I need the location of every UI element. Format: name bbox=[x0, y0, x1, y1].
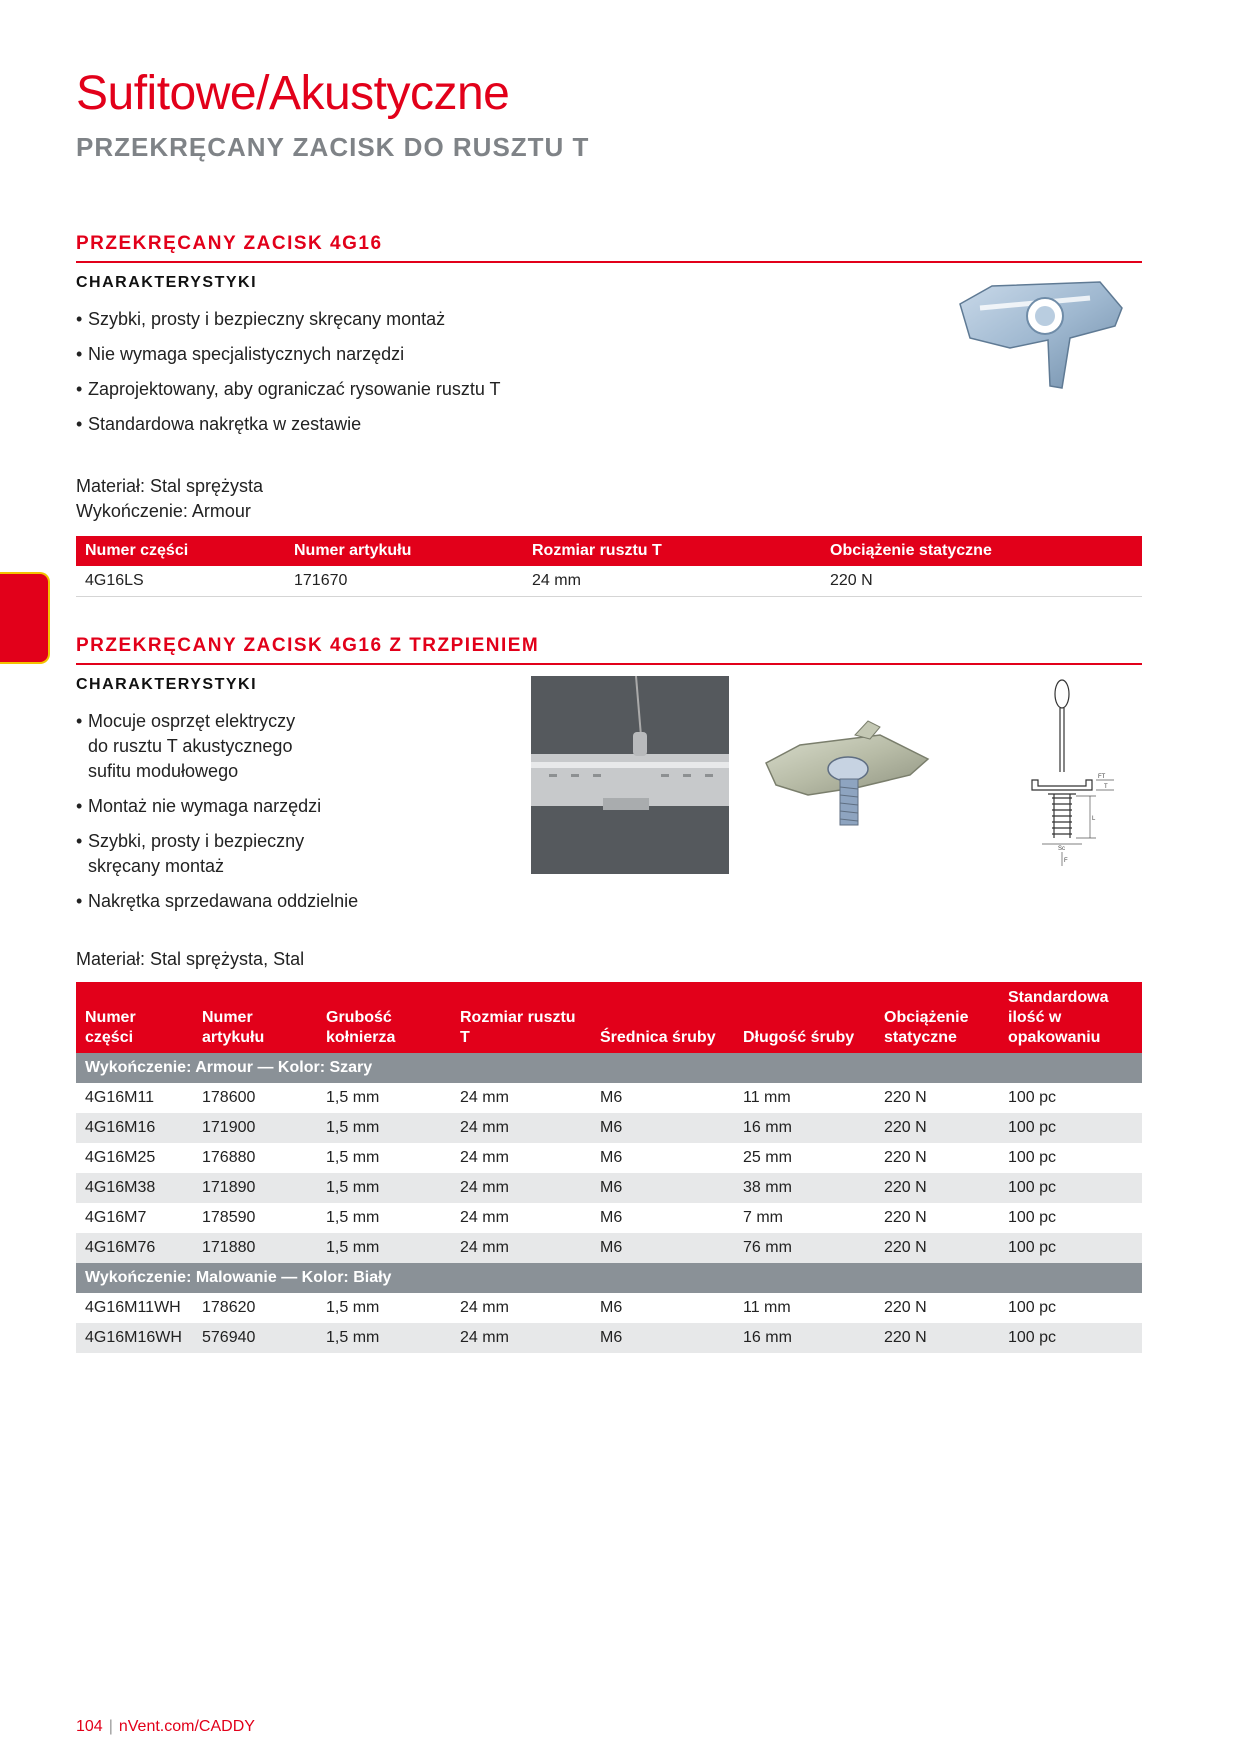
section1-finish: Wykończenie: Armour bbox=[76, 501, 251, 521]
group-label: Wykończenie: Malowanie — Kolor: Biały bbox=[76, 1263, 1142, 1293]
section1-char-heading: CHARAKTERYSTYKI bbox=[76, 274, 258, 291]
table-cell: 1,5 mm bbox=[317, 1113, 451, 1143]
table-cell: 171670 bbox=[285, 566, 523, 596]
table-cell: 7 mm bbox=[743, 1209, 783, 1226]
section2-bullet-2: • Montaż nie wymaga narzędzi bbox=[76, 794, 358, 819]
table-cell: 100 pc bbox=[1008, 1299, 1057, 1316]
table-cell: 11 mm bbox=[743, 1089, 791, 1106]
table-cell: 25 mm bbox=[743, 1149, 792, 1166]
section2-bullet-list bbox=[76, 709, 358, 924]
table-cell: 4G16M11WH bbox=[85, 1299, 181, 1316]
table-cell: 178620 bbox=[202, 1299, 256, 1316]
section2-char-heading: CHARAKTERYSTYKI bbox=[76, 676, 258, 693]
technical-drawing bbox=[1020, 676, 1120, 876]
table-cell: 176880 bbox=[202, 1149, 256, 1166]
table-cell: 178600 bbox=[202, 1089, 256, 1106]
table-cell: 24 mm bbox=[460, 1089, 509, 1106]
table1-header-cell: Numer artykułu bbox=[285, 536, 523, 566]
table-cell: 1,5 mm bbox=[317, 1173, 451, 1203]
table2-header-cell: Standardowa ilość w opakowaniu bbox=[999, 982, 1142, 1053]
table-cell: 220 N bbox=[821, 566, 1142, 596]
table-cell: 24 mm bbox=[451, 1233, 591, 1263]
table-cell: 100 pc bbox=[1008, 1149, 1057, 1166]
table-cell: 576940 bbox=[193, 1323, 317, 1353]
table-cell: M6 bbox=[600, 1149, 623, 1166]
table-cell: 24 mm bbox=[451, 1173, 591, 1203]
table2-header-cell: Średnica śruby bbox=[591, 982, 734, 1053]
table-cell: 1,5 mm bbox=[317, 1233, 451, 1263]
clip-product-image bbox=[950, 278, 1130, 393]
table-cell: 220 N bbox=[875, 1323, 999, 1353]
table-cell: 4G16M16 bbox=[76, 1113, 193, 1143]
diagram-label-l: L bbox=[1092, 816, 1096, 822]
table1-header-cell: Numer części bbox=[76, 536, 285, 566]
table-row bbox=[76, 1113, 1142, 1143]
table-cell: 4G16M38 bbox=[76, 1173, 193, 1203]
diagram-label-t: T bbox=[1104, 784, 1108, 790]
diagram-label-f: F bbox=[1064, 858, 1068, 864]
table-cell: M6 bbox=[600, 1089, 623, 1106]
page-title: Sufitowe/Akustyczne bbox=[76, 67, 510, 120]
section1-bullet-3: • Zaprojektowany, aby ograniczać rysowanie rusztu T bbox=[76, 377, 501, 402]
table-group-row bbox=[76, 1263, 1142, 1293]
table-cell: 24 mm bbox=[460, 1299, 509, 1316]
table2-header-cell: Numer części bbox=[76, 982, 193, 1053]
table2-header-cell: Grubość kołnierza bbox=[317, 982, 451, 1053]
section2-bullet-1: • Mocuje osprzęt elektryczy do rusztu T akustycznego sufitu modułowego bbox=[76, 709, 358, 784]
table-cell: 4G16M76 bbox=[76, 1233, 193, 1263]
section1-bullet-list bbox=[76, 307, 501, 447]
footer bbox=[76, 1718, 255, 1736]
table-cell: 100 pc bbox=[1008, 1089, 1057, 1106]
diagram-label-ft: FT bbox=[1098, 774, 1106, 780]
table-cell: 1,5 mm bbox=[326, 1209, 380, 1226]
table-cell: M6 bbox=[600, 1299, 623, 1316]
table2-header-cell: Długość śruby bbox=[734, 982, 875, 1053]
table-cell: 16 mm bbox=[734, 1323, 875, 1353]
table-cell: 11 mm bbox=[743, 1299, 791, 1316]
table-cell: 220 N bbox=[884, 1149, 927, 1166]
table-row bbox=[76, 1293, 1142, 1323]
group-label: Wykończenie: Armour — Kolor: Szary bbox=[76, 1053, 1142, 1083]
table2-header-cell: Numer artykułu bbox=[193, 982, 317, 1053]
table-cell: 24 mm bbox=[460, 1209, 509, 1226]
section1-title: PRZEKRĘCANY ZACISK 4G16 bbox=[76, 233, 1142, 263]
table-row bbox=[76, 1203, 1142, 1233]
table-cell: M6 bbox=[591, 1323, 734, 1353]
table-cell: M6 bbox=[591, 1233, 734, 1263]
section2-spec-table bbox=[76, 982, 1142, 1353]
table2-header-cell: Obciążenie statyczne bbox=[875, 982, 999, 1053]
section1-material: Materiał: Stal sprężysta bbox=[76, 476, 264, 496]
table-cell: 171900 bbox=[193, 1113, 317, 1143]
table-row bbox=[76, 1083, 1142, 1113]
diagram-label-sc: Sc bbox=[1058, 846, 1066, 852]
footer-site-link[interactable]: nVent.com/CADDY bbox=[118, 1718, 255, 1735]
table-cell: 220 N bbox=[884, 1089, 927, 1106]
table-row bbox=[76, 1323, 1142, 1353]
table-cell: 171890 bbox=[193, 1173, 317, 1203]
table-cell: M6 bbox=[591, 1173, 734, 1203]
table-cell: 4G16M25 bbox=[85, 1149, 156, 1166]
section2-material: Materiał: Stal sprężysta, Stal bbox=[76, 949, 305, 969]
footer-separator: | bbox=[108, 1718, 113, 1735]
installation-photo bbox=[531, 676, 729, 874]
table-cell: 16 mm bbox=[734, 1113, 875, 1143]
clip-with-stud-image bbox=[760, 715, 935, 835]
table-cell: M6 bbox=[591, 1113, 734, 1143]
table-cell: 24 mm bbox=[451, 1323, 591, 1353]
table-cell: 1,5 mm bbox=[326, 1299, 380, 1316]
table-row bbox=[76, 1143, 1142, 1173]
section1-bullet-1: • Szybki, prosty i bezpieczny skręcany montaż bbox=[76, 307, 501, 332]
side-tab-marker bbox=[0, 572, 50, 664]
table-cell: 171880 bbox=[193, 1233, 317, 1263]
table-group-row bbox=[76, 1053, 1142, 1083]
table-cell: 76 mm bbox=[734, 1233, 875, 1263]
table1-header-cell: Rozmiar rusztu T bbox=[523, 536, 821, 566]
table-cell: 178590 bbox=[202, 1209, 256, 1226]
table-cell: 220 N bbox=[875, 1113, 999, 1143]
table-cell: 100 pc bbox=[999, 1113, 1142, 1143]
table-cell: 100 pc bbox=[999, 1233, 1142, 1263]
table-cell: 4G16M11 bbox=[85, 1089, 155, 1106]
table-cell: M6 bbox=[600, 1209, 623, 1226]
table-cell: 100 pc bbox=[1008, 1209, 1057, 1226]
section2-bullet-3: • Szybki, prosty i bezpieczny skręcany montaż bbox=[76, 829, 358, 879]
section1-spec-table bbox=[76, 536, 1142, 597]
table-cell: 24 mm bbox=[460, 1149, 509, 1166]
section2-title: PRZEKRĘCANY ZACISK 4G16 Z TRZPIENIEM bbox=[76, 635, 1142, 665]
table-cell: 220 N bbox=[875, 1173, 999, 1203]
table-cell: 220 N bbox=[884, 1299, 927, 1316]
table-row bbox=[76, 1233, 1142, 1263]
table-row bbox=[76, 1173, 1142, 1203]
section1-bullet-4: • Standardowa nakrętka w zestawie bbox=[76, 412, 501, 437]
table-cell: 1,5 mm bbox=[326, 1089, 380, 1106]
table-row bbox=[76, 566, 1142, 596]
section1-bullet-2: • Nie wymaga specjalistycznych narzędzi bbox=[76, 342, 501, 367]
table1-header-cell: Obciążenie statyczne bbox=[821, 536, 1142, 566]
page-number: 104 bbox=[76, 1718, 103, 1735]
table-cell: 4G16M16WH bbox=[76, 1323, 193, 1353]
table-cell: 220 N bbox=[884, 1209, 927, 1226]
table-cell: 4G16LS bbox=[76, 566, 285, 596]
table-cell: 220 N bbox=[875, 1233, 999, 1263]
table-cell: 24 mm bbox=[523, 566, 821, 596]
page-subtitle: PRZEKRĘCANY ZACISK DO RUSZTU T bbox=[76, 132, 590, 162]
table2-header-cell: Rozmiar rusztu T bbox=[451, 982, 591, 1053]
table-cell: 100 pc bbox=[999, 1173, 1142, 1203]
table-cell: 100 pc bbox=[999, 1323, 1142, 1353]
section2-bullet-4: • Nakrętka sprzedawana oddzielnie bbox=[76, 889, 358, 914]
table-cell: 4G16M7 bbox=[85, 1209, 147, 1226]
table-cell: 38 mm bbox=[734, 1173, 875, 1203]
table-cell: 1,5 mm bbox=[326, 1149, 380, 1166]
table-cell: 1,5 mm bbox=[317, 1323, 451, 1353]
table-cell: 24 mm bbox=[451, 1113, 591, 1143]
